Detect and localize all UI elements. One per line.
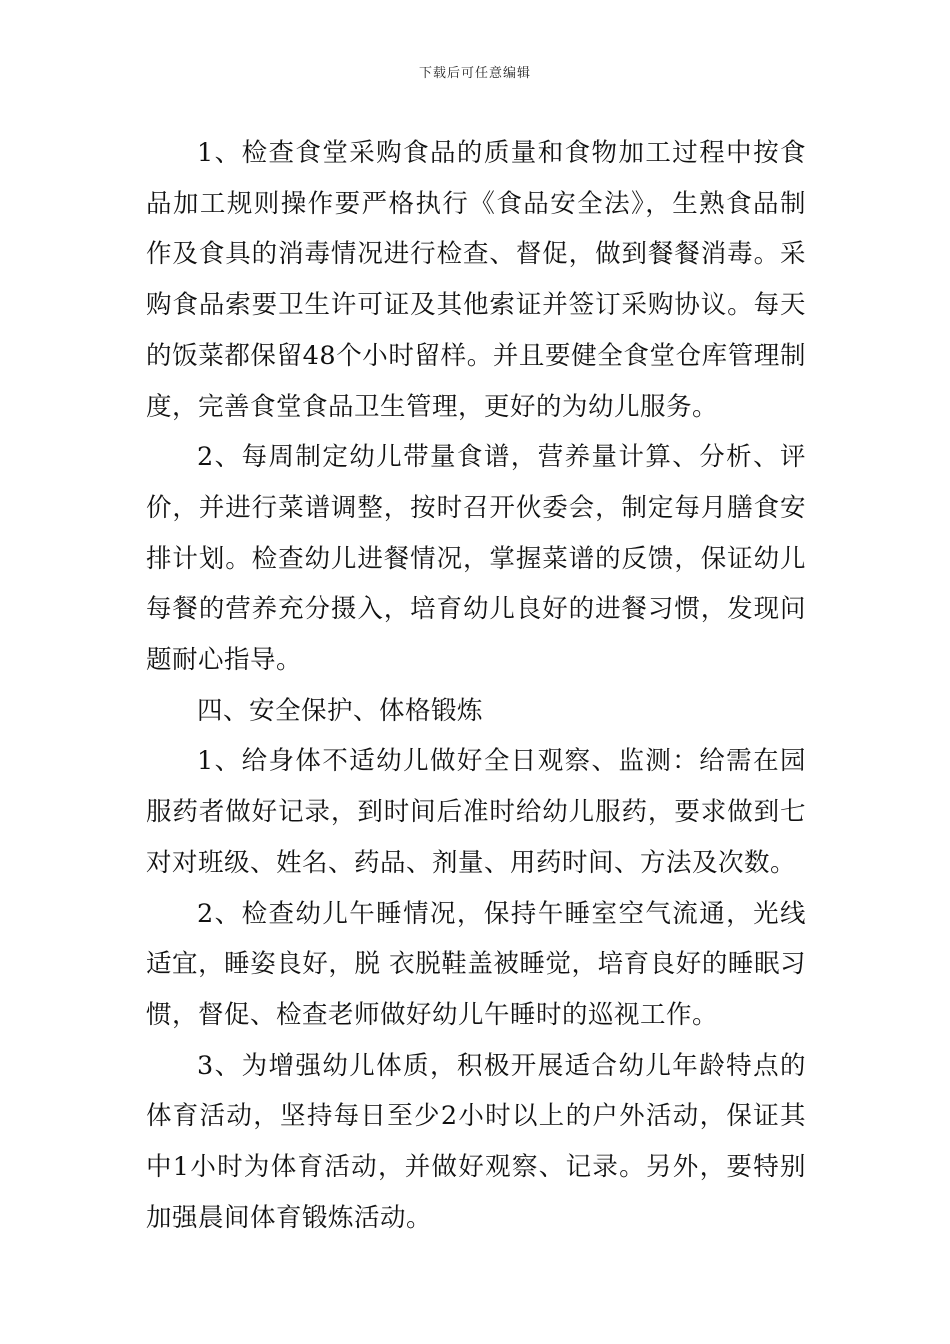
section-heading-safety: 四、安全保护、体格锻炼: [197, 695, 484, 726]
paragraph-weekly-menu: 2、每周制定幼儿带量食谱，营养量计算、分析、评价，并进行菜谱调整，按时召开伙委会，制定每月膳食安排计划。检查幼儿进餐情况，掌握菜谱的反馈，保证幼儿每餐的营养充分摄入，培育幼儿良好的进餐习惯，发现问题耐心指导。: [146, 442, 806, 676]
document-body: [146, 128, 806, 1243]
page-header: 下载后可任意编辑: [418, 66, 531, 81]
paragraph-nap-check: 2、检查幼儿午睡情况，保持午睡室空气流通，光线适宜，睡姿良好，脱 衣脱鞋盖被睡觉，培育良好的睡眠习惯，督促、检查老师做好幼儿午睡时的巡视工作。: [146, 898, 806, 1030]
paragraph-medication: 1、给身体不适幼儿做好全日观察、监测：给需在园服药者做好记录，到时间后准时给幼儿服药，要求做到七对对班级、姓名、药品、剂量、用药时间、方法及次数。: [146, 746, 806, 878]
paragraph-physical-activity: 3、为增强幼儿体质，积极开展适合幼儿年龄特点的体育活动，坚持每日至少2小时以上的户外活动，保证其中1小时为体育活动，并做好观察、记录。另外，要特别加强晨间体育锻炼活动。: [146, 1050, 806, 1233]
paragraph-food-inspection: 1、检查食堂采购食品的质量和食物加工过程中按食品加工规则操作要严格执行《食品安全法》，生熟食品制作及食具的消毒情况进行检查、督促，做到餐餐消毒。采购食品索要卫生许可证及其他索证并签订采购协议。每天的饭菜都保留48个小时留样。并且要健全食堂仓库管理制度，完善食堂食品卫生管理，更好的为幼儿服务。: [146, 138, 806, 422]
